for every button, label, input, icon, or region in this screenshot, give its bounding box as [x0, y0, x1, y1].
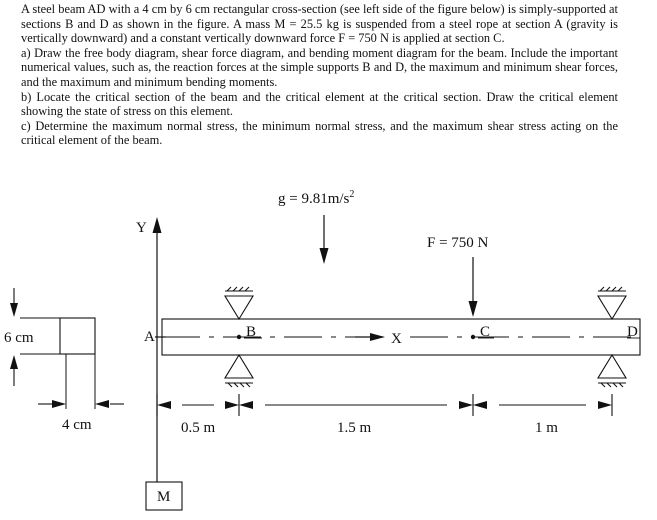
support-b-top [225, 287, 253, 319]
problem-part-c: c) Determine the maximum normal stress, the minimum normal stress, and the maximum shear stress acting on the critical element of the beam. [21, 118, 618, 148]
y-axis-label: Y [136, 220, 147, 236]
problem-intro: A steel beam AD with a 4 cm by 6 cm rectangular cross-section (see left side of the figure below) is simply-supported at sections B and D as shown in the figure. A mass M = 25.5 kg is suspended from a steel rope at section A (gravity is vertically downward) and a constant vertically downward force F = 750 N is applied at section C. [21, 2, 618, 46]
support-b-bottom [225, 355, 253, 387]
width-label: 4 cm [62, 417, 92, 433]
problem-part-a: a) Draw the free body diagram, shear force diagram, and bending moment diagram for the beam. Include the important numerical values, such as, the reaction forces at the simple supports B and D, the maximum and minimum shear forces, and the maximum and minimum bending moments. [21, 45, 618, 89]
support-d-bottom [598, 355, 626, 387]
gravity-label: $g = 9.81m/s^2$ [278, 189, 355, 207]
force-arrow [469, 257, 478, 317]
width-dim-arrows [38, 400, 124, 408]
point-b-dot [237, 335, 241, 339]
point-b-label: B [246, 324, 257, 340]
point-c-dot [471, 335, 475, 339]
dim-cd-label: 1 m [535, 420, 558, 436]
point-a-label: A [144, 329, 155, 345]
support-d-top [598, 287, 626, 319]
gravity-arrow [320, 215, 329, 264]
height-label: 6 cm [4, 330, 34, 346]
force-label: F = 750 N [427, 235, 489, 251]
dim-bc-label: 1.5 m [337, 420, 372, 436]
x-axis [355, 333, 385, 341]
y-axis [153, 217, 162, 482]
dim-ab-label: 0.5 m [181, 420, 216, 436]
point-d-label: D [627, 324, 638, 340]
problem-part-b: b) Locate the critical section of the beam and the critical element at the critical section. Draw the critical element showing the state of stress on this element. [21, 89, 618, 119]
point-c-label: C [480, 324, 491, 340]
mass-label: M [157, 489, 171, 505]
x-axis-label: X [391, 331, 402, 347]
